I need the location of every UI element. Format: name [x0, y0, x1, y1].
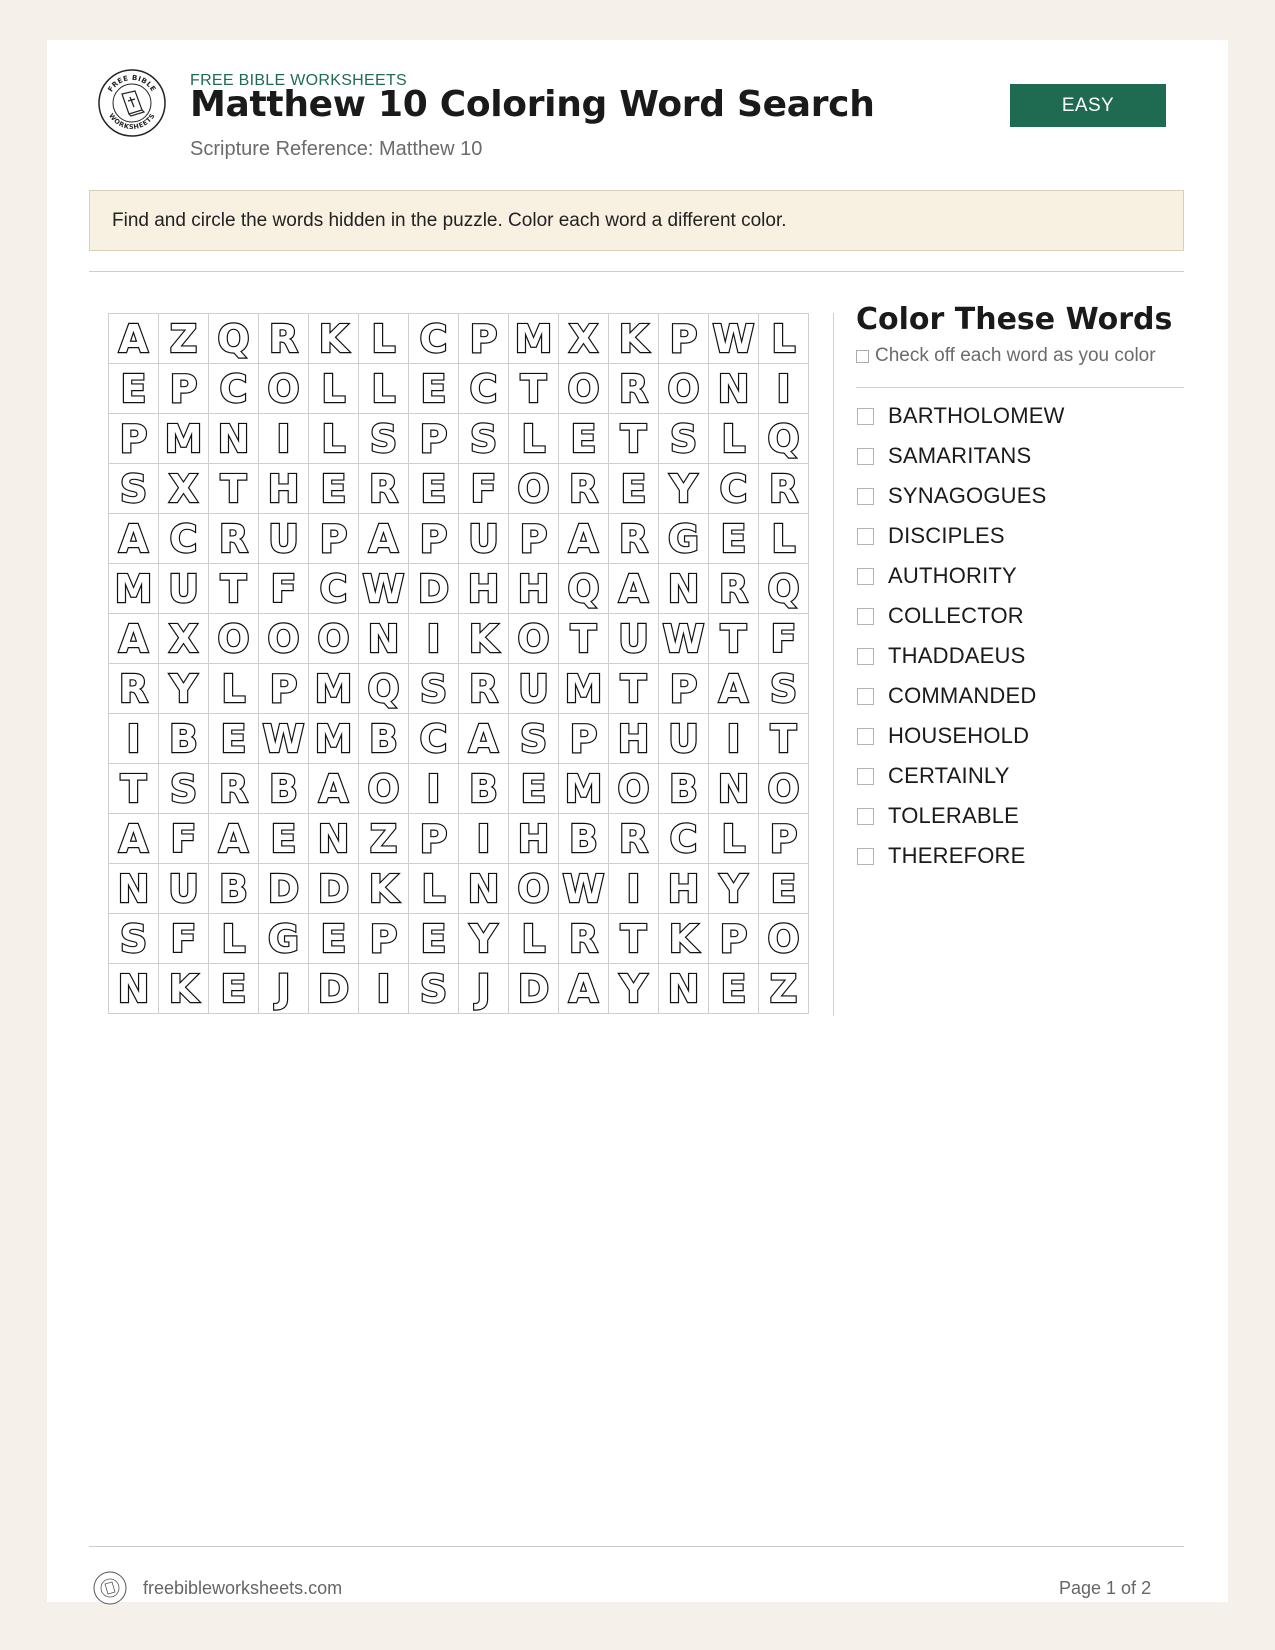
word-checkbox[interactable]	[857, 688, 874, 705]
grid-cell[interactable]: D	[259, 864, 309, 914]
word-checkbox[interactable]	[857, 648, 874, 665]
word-checkbox[interactable]	[857, 408, 874, 425]
grid-cell[interactable]: X	[159, 614, 209, 664]
word-list-item	[856, 836, 1065, 876]
grid-cell[interactable]: A	[359, 514, 409, 564]
word-label: THADDAEUS	[888, 643, 1026, 668]
grid-cell[interactable]: R	[359, 464, 409, 514]
grid-cell[interactable]: S	[409, 664, 459, 714]
grid-cell[interactable]: A	[559, 964, 609, 1014]
grid-cell[interactable]: Y	[159, 664, 209, 714]
grid-cell[interactable]: N	[359, 614, 409, 664]
grid-cell[interactable]: N	[659, 564, 709, 614]
grid-cell[interactable]: M	[309, 664, 359, 714]
word-list-item	[856, 676, 1065, 716]
grid-cell[interactable]: L	[509, 914, 559, 964]
grid-cell[interactable]: P	[509, 514, 559, 564]
grid-cell[interactable]: T	[609, 664, 659, 714]
word-list-item	[856, 596, 1065, 636]
word-label: BARTHOLOMEW	[888, 403, 1065, 428]
grid-cell[interactable]: A	[559, 514, 609, 564]
grid-cell[interactable]: R	[609, 514, 659, 564]
grid-cell[interactable]: O	[309, 614, 359, 664]
grid-cell[interactable]: O	[259, 614, 309, 664]
word-label: CERTAINLY	[888, 763, 1010, 788]
grid-cell[interactable]: K	[309, 314, 359, 364]
grid-cell[interactable]: U	[459, 514, 509, 564]
grid-cell[interactable]: L	[409, 864, 459, 914]
footer-logo	[92, 1570, 128, 1606]
grid-cell[interactable]: H	[259, 464, 309, 514]
grid-cell[interactable]: N	[709, 364, 759, 414]
grid-cell[interactable]: C	[209, 364, 259, 414]
grid-cell[interactable]: L	[309, 414, 359, 464]
grid-cell[interactable]: O	[509, 864, 559, 914]
grid-cell[interactable]: L	[759, 314, 809, 364]
word-list-hint-text: Check off each word as you color	[875, 345, 1156, 366]
checkbox-icon	[856, 350, 869, 363]
grid-cell[interactable]: H	[659, 864, 709, 914]
grid-cell[interactable]: K	[359, 864, 409, 914]
grid-cell[interactable]: R	[259, 314, 309, 364]
grid-cell[interactable]: P	[759, 814, 809, 864]
word-label: TOLERABLE	[888, 803, 1020, 828]
grid-cell[interactable]: O	[659, 364, 709, 414]
grid-cell[interactable]: P	[109, 414, 159, 464]
word-checkbox[interactable]	[857, 728, 874, 745]
grid-cell[interactable]: X	[159, 464, 209, 514]
grid-cell[interactable]: P	[659, 314, 709, 364]
grid-cell[interactable]: H	[459, 564, 509, 614]
logo	[97, 68, 167, 138]
grid-cell[interactable]: P	[709, 914, 759, 964]
grid-cell[interactable]: N	[109, 864, 159, 914]
grid-cell[interactable]: U	[159, 564, 209, 614]
grid-cell[interactable]: G	[659, 514, 709, 564]
grid-cell[interactable]: P	[409, 814, 459, 864]
grid-cell[interactable]: E	[309, 464, 359, 514]
grid-cell[interactable]: S	[359, 414, 409, 464]
grid-cell[interactable]: O	[359, 764, 409, 814]
header-divider	[89, 271, 1184, 272]
grid-cell[interactable]: O	[759, 914, 809, 964]
grid-cell[interactable]: O	[509, 614, 559, 664]
footer-divider	[89, 1546, 1184, 1547]
instructions-box	[89, 190, 1184, 251]
grid-cell[interactable]: A	[209, 814, 259, 864]
word-list-item	[856, 476, 1065, 516]
grid-cell[interactable]: Z	[359, 814, 409, 864]
word-label: HOUSEHOLD	[888, 723, 1030, 748]
grid-cell[interactable]: O	[509, 464, 559, 514]
grid-cell[interactable]: K	[659, 914, 709, 964]
grid-cell[interactable]: Q	[759, 414, 809, 464]
grid-cell[interactable]: C	[459, 364, 509, 414]
grid-cell[interactable]: L	[509, 414, 559, 464]
word-list-item	[856, 396, 1065, 436]
grid-cell[interactable]: S	[109, 914, 159, 964]
grid-cell[interactable]: Y	[609, 964, 659, 1014]
grid-cell[interactable]: P	[559, 714, 609, 764]
word-checkbox[interactable]	[857, 768, 874, 785]
grid-cell[interactable]: F	[259, 564, 309, 614]
grid-cell[interactable]: J	[259, 964, 309, 1014]
grid-cell[interactable]: L	[359, 314, 409, 364]
grid-cell[interactable]: E	[309, 914, 359, 964]
grid-cell[interactable]: A	[459, 714, 509, 764]
grid-cell[interactable]: M	[559, 664, 609, 714]
grid-cell[interactable]: F	[159, 914, 209, 964]
word-checkbox[interactable]	[857, 608, 874, 625]
word-list-title: Color These Words	[856, 302, 1173, 337]
grid-cell[interactable]: H	[509, 814, 559, 864]
grid-cell[interactable]: P	[259, 664, 309, 714]
word-list-item	[856, 756, 1065, 796]
grid-cell[interactable]: W	[359, 564, 409, 614]
grid-cell[interactable]: K	[459, 614, 509, 664]
grid-cell[interactable]: S	[759, 664, 809, 714]
grid-cell[interactable]: O	[609, 764, 659, 814]
grid-cell[interactable]: P	[159, 364, 209, 414]
grid-cell[interactable]: L	[709, 414, 759, 464]
grid-cell[interactable]: B	[359, 714, 409, 764]
grid-cell[interactable]: P	[309, 514, 359, 564]
word-list-item	[856, 436, 1065, 476]
grid-cell[interactable]: P	[459, 314, 509, 364]
grid-cell[interactable]: Q	[759, 564, 809, 614]
logo-text-bottom: WORKSHEETS	[107, 111, 157, 132]
grid-cell[interactable]: I	[409, 764, 459, 814]
grid-cell[interactable]: A	[109, 514, 159, 564]
grid-cell[interactable]: Y	[709, 864, 759, 914]
grid-cell[interactable]: L	[359, 364, 409, 414]
word-label: DISCIPLES	[888, 523, 1005, 548]
word-label: COLLECTOR	[888, 603, 1024, 628]
grid-cell[interactable]: B	[659, 764, 709, 814]
grid-cell[interactable]: O	[259, 364, 309, 414]
grid-cell[interactable]: Y	[459, 914, 509, 964]
grid-cell[interactable]: E	[509, 764, 559, 814]
grid-cell[interactable]: I	[359, 964, 409, 1014]
grid-cell[interactable]: R	[559, 914, 609, 964]
grid-cell[interactable]: F	[159, 814, 209, 864]
instructions-text: Find and circle the words hidden in the puzzle. Color each word a different color.	[112, 209, 787, 231]
grid-cell[interactable]: O	[559, 364, 609, 414]
grid-cell[interactable]: B	[209, 864, 259, 914]
page-title: Matthew 10 Coloring Word Search	[190, 84, 875, 125]
grid-cell[interactable]: Y	[659, 464, 709, 514]
scripture-reference: Scripture Reference: Matthew 10	[190, 138, 483, 160]
grid-cell[interactable]: D	[309, 964, 359, 1014]
grid-cell[interactable]: L	[209, 914, 259, 964]
grid-cell[interactable]: U	[659, 714, 709, 764]
grid-cell[interactable]: C	[409, 314, 459, 364]
grid-cell[interactable]: D	[409, 564, 459, 614]
grid-cell[interactable]: N	[309, 814, 359, 864]
grid-cell[interactable]: H	[509, 564, 559, 614]
grid-cell[interactable]: N	[109, 964, 159, 1014]
grid-cell[interactable]: M	[559, 764, 609, 814]
grid-cell[interactable]: S	[509, 714, 559, 764]
grid-cell[interactable]: P	[359, 914, 409, 964]
grid-cell[interactable]: O	[759, 764, 809, 814]
word-list	[856, 396, 1065, 876]
grid-cell[interactable]: U	[609, 614, 659, 664]
grid-cell[interactable]: R	[609, 814, 659, 864]
grid-cell[interactable]: E	[259, 814, 309, 864]
grid-cell[interactable]: B	[559, 814, 609, 864]
word-checkbox[interactable]	[857, 808, 874, 825]
word-list-item	[856, 796, 1065, 836]
grid-cell[interactable]: L	[709, 814, 759, 864]
grid-cell[interactable]: X	[559, 314, 609, 364]
grid-cell[interactable]: W	[659, 614, 709, 664]
grid-cell[interactable]: E	[209, 714, 259, 764]
grid-cell[interactable]: T	[709, 614, 759, 664]
grid-cell[interactable]: Z	[759, 964, 809, 1014]
word-checkbox[interactable]	[857, 528, 874, 545]
grid-cell[interactable]: Q	[559, 564, 609, 614]
grid-cell[interactable]: D	[509, 964, 559, 1014]
grid-cell[interactable]: C	[409, 714, 459, 764]
word-label: AUTHORITY	[888, 563, 1017, 588]
brand-name: FREE BIBLE WORKSHEETS	[190, 72, 408, 89]
word-list-item	[856, 636, 1065, 676]
word-list-hint	[856, 345, 1156, 367]
grid-cell[interactable]: S	[659, 414, 709, 464]
word-list-item	[856, 516, 1065, 556]
grid-cell[interactable]: A	[609, 564, 659, 614]
grid-cell[interactable]: S	[109, 464, 159, 514]
grid-cell[interactable]: T	[109, 764, 159, 814]
grid-cell[interactable]: Q	[359, 664, 409, 714]
grid-cell[interactable]: M	[159, 414, 209, 464]
grid-cell[interactable]: R	[209, 764, 259, 814]
grid-cell[interactable]: E	[709, 514, 759, 564]
grid-cell[interactable]: J	[459, 964, 509, 1014]
grid-cell[interactable]: N	[459, 864, 509, 914]
grid-cell[interactable]: L	[209, 664, 259, 714]
grid-cell[interactable]: F	[459, 464, 509, 514]
grid-cell[interactable]: R	[459, 664, 509, 714]
grid-cell[interactable]: C	[709, 464, 759, 514]
grid-cell[interactable]: T	[759, 714, 809, 764]
word-label: SYNAGOGUES	[888, 483, 1047, 508]
grid-cell[interactable]: A	[309, 764, 359, 814]
grid-cell[interactable]: B	[459, 764, 509, 814]
grid-cell[interactable]: E	[559, 414, 609, 464]
grid-cell[interactable]: A	[109, 614, 159, 664]
grid-cell[interactable]: I	[109, 714, 159, 764]
grid-cell[interactable]: A	[109, 314, 159, 364]
grid-cell[interactable]: S	[409, 964, 459, 1014]
grid-cell[interactable]: E	[209, 964, 259, 1014]
difficulty-badge: EASY	[1010, 84, 1166, 127]
grid-cell[interactable]: P	[409, 414, 459, 464]
grid-cell[interactable]: I	[759, 364, 809, 414]
grid-cell[interactable]: M	[109, 564, 159, 614]
grid-cell[interactable]: B	[159, 714, 209, 764]
grid-cell[interactable]: P	[409, 514, 459, 564]
footer-website: freebibleworksheets.com	[143, 1578, 343, 1598]
word-list-divider	[856, 387, 1184, 388]
logo-text-top: FREE BIBLE	[106, 73, 158, 94]
grid-cell[interactable]: I	[259, 414, 309, 464]
grid-cell[interactable]: R	[559, 464, 609, 514]
column-divider	[833, 313, 834, 1016]
grid-cell[interactable]: E	[409, 464, 459, 514]
grid-cell[interactable]: S	[459, 414, 509, 464]
grid-cell[interactable]: M	[309, 714, 359, 764]
grid-cell[interactable]: F	[759, 614, 809, 664]
grid-cell[interactable]: I	[609, 864, 659, 914]
grid-cell[interactable]: E	[609, 464, 659, 514]
word-checkbox[interactable]	[857, 848, 874, 865]
grid-cell[interactable]: W	[259, 714, 309, 764]
grid-cell[interactable]: U	[259, 514, 309, 564]
grid-cell[interactable]: A	[709, 664, 759, 714]
word-label: THEREFORE	[888, 843, 1026, 868]
word-list-item	[856, 716, 1065, 756]
word-checkbox[interactable]	[857, 568, 874, 585]
grid-cell[interactable]: W	[709, 314, 759, 364]
grid-cell[interactable]: Q	[209, 314, 259, 364]
grid-cell[interactable]: I	[409, 614, 459, 664]
grid-cell[interactable]: U	[509, 664, 559, 714]
grid-cell[interactable]: T	[209, 464, 259, 514]
grid-cell[interactable]: O	[209, 614, 259, 664]
grid-cell[interactable]: E	[409, 364, 459, 414]
grid-cell[interactable]: S	[159, 764, 209, 814]
word-label: COMMANDED	[888, 683, 1037, 708]
grid-cell[interactable]: N	[709, 764, 759, 814]
grid-cell[interactable]: C	[659, 814, 709, 864]
grid-cell[interactable]: E	[709, 964, 759, 1014]
grid-cell[interactable]: N	[659, 964, 709, 1014]
grid-cell[interactable]: D	[309, 864, 359, 914]
word-list-item	[856, 556, 1065, 596]
grid-cell[interactable]: P	[659, 664, 709, 714]
word-checkbox[interactable]	[857, 488, 874, 505]
grid-cell[interactable]: W	[559, 864, 609, 914]
grid-cell[interactable]: E	[409, 914, 459, 964]
grid-cell[interactable]: I	[709, 714, 759, 764]
worksheet-page	[47, 40, 1228, 1602]
grid-cell[interactable]: N	[209, 414, 259, 464]
word-label: SAMARITANS	[888, 443, 1032, 468]
grid-cell[interactable]: B	[259, 764, 309, 814]
grid-cell[interactable]: T	[609, 914, 659, 964]
grid-cell[interactable]: Z	[159, 314, 209, 364]
word-checkbox[interactable]	[857, 448, 874, 465]
grid-cell[interactable]: R	[209, 514, 259, 564]
grid-cell[interactable]: G	[259, 914, 309, 964]
grid-cell[interactable]: E	[109, 364, 159, 414]
grid-cell[interactable]: R	[609, 364, 659, 414]
grid-cell[interactable]: M	[509, 314, 559, 364]
grid-cell[interactable]: L	[309, 364, 359, 414]
grid-cell[interactable]: L	[759, 514, 809, 564]
grid-cell[interactable]: A	[109, 814, 159, 864]
grid-cell[interactable]: R	[709, 564, 759, 614]
grid-cell[interactable]: T	[609, 414, 659, 464]
grid-cell[interactable]: T	[509, 364, 559, 414]
page-number: Page 1 of 2	[1059, 1578, 1152, 1598]
grid-cell[interactable]: T	[559, 614, 609, 664]
grid-cell[interactable]: C	[159, 514, 209, 564]
grid-cell[interactable]: U	[159, 864, 209, 914]
word-search-grid	[108, 313, 809, 1014]
grid-cell[interactable]: T	[209, 564, 259, 614]
grid-cell[interactable]: K	[609, 314, 659, 364]
grid-cell[interactable]: E	[759, 864, 809, 914]
grid-cell[interactable]: R	[759, 464, 809, 514]
grid-cell[interactable]: K	[159, 964, 209, 1014]
grid-cell[interactable]: H	[609, 714, 659, 764]
grid-cell[interactable]: R	[109, 664, 159, 714]
grid-cell[interactable]: I	[459, 814, 509, 864]
grid-cell[interactable]: C	[309, 564, 359, 614]
